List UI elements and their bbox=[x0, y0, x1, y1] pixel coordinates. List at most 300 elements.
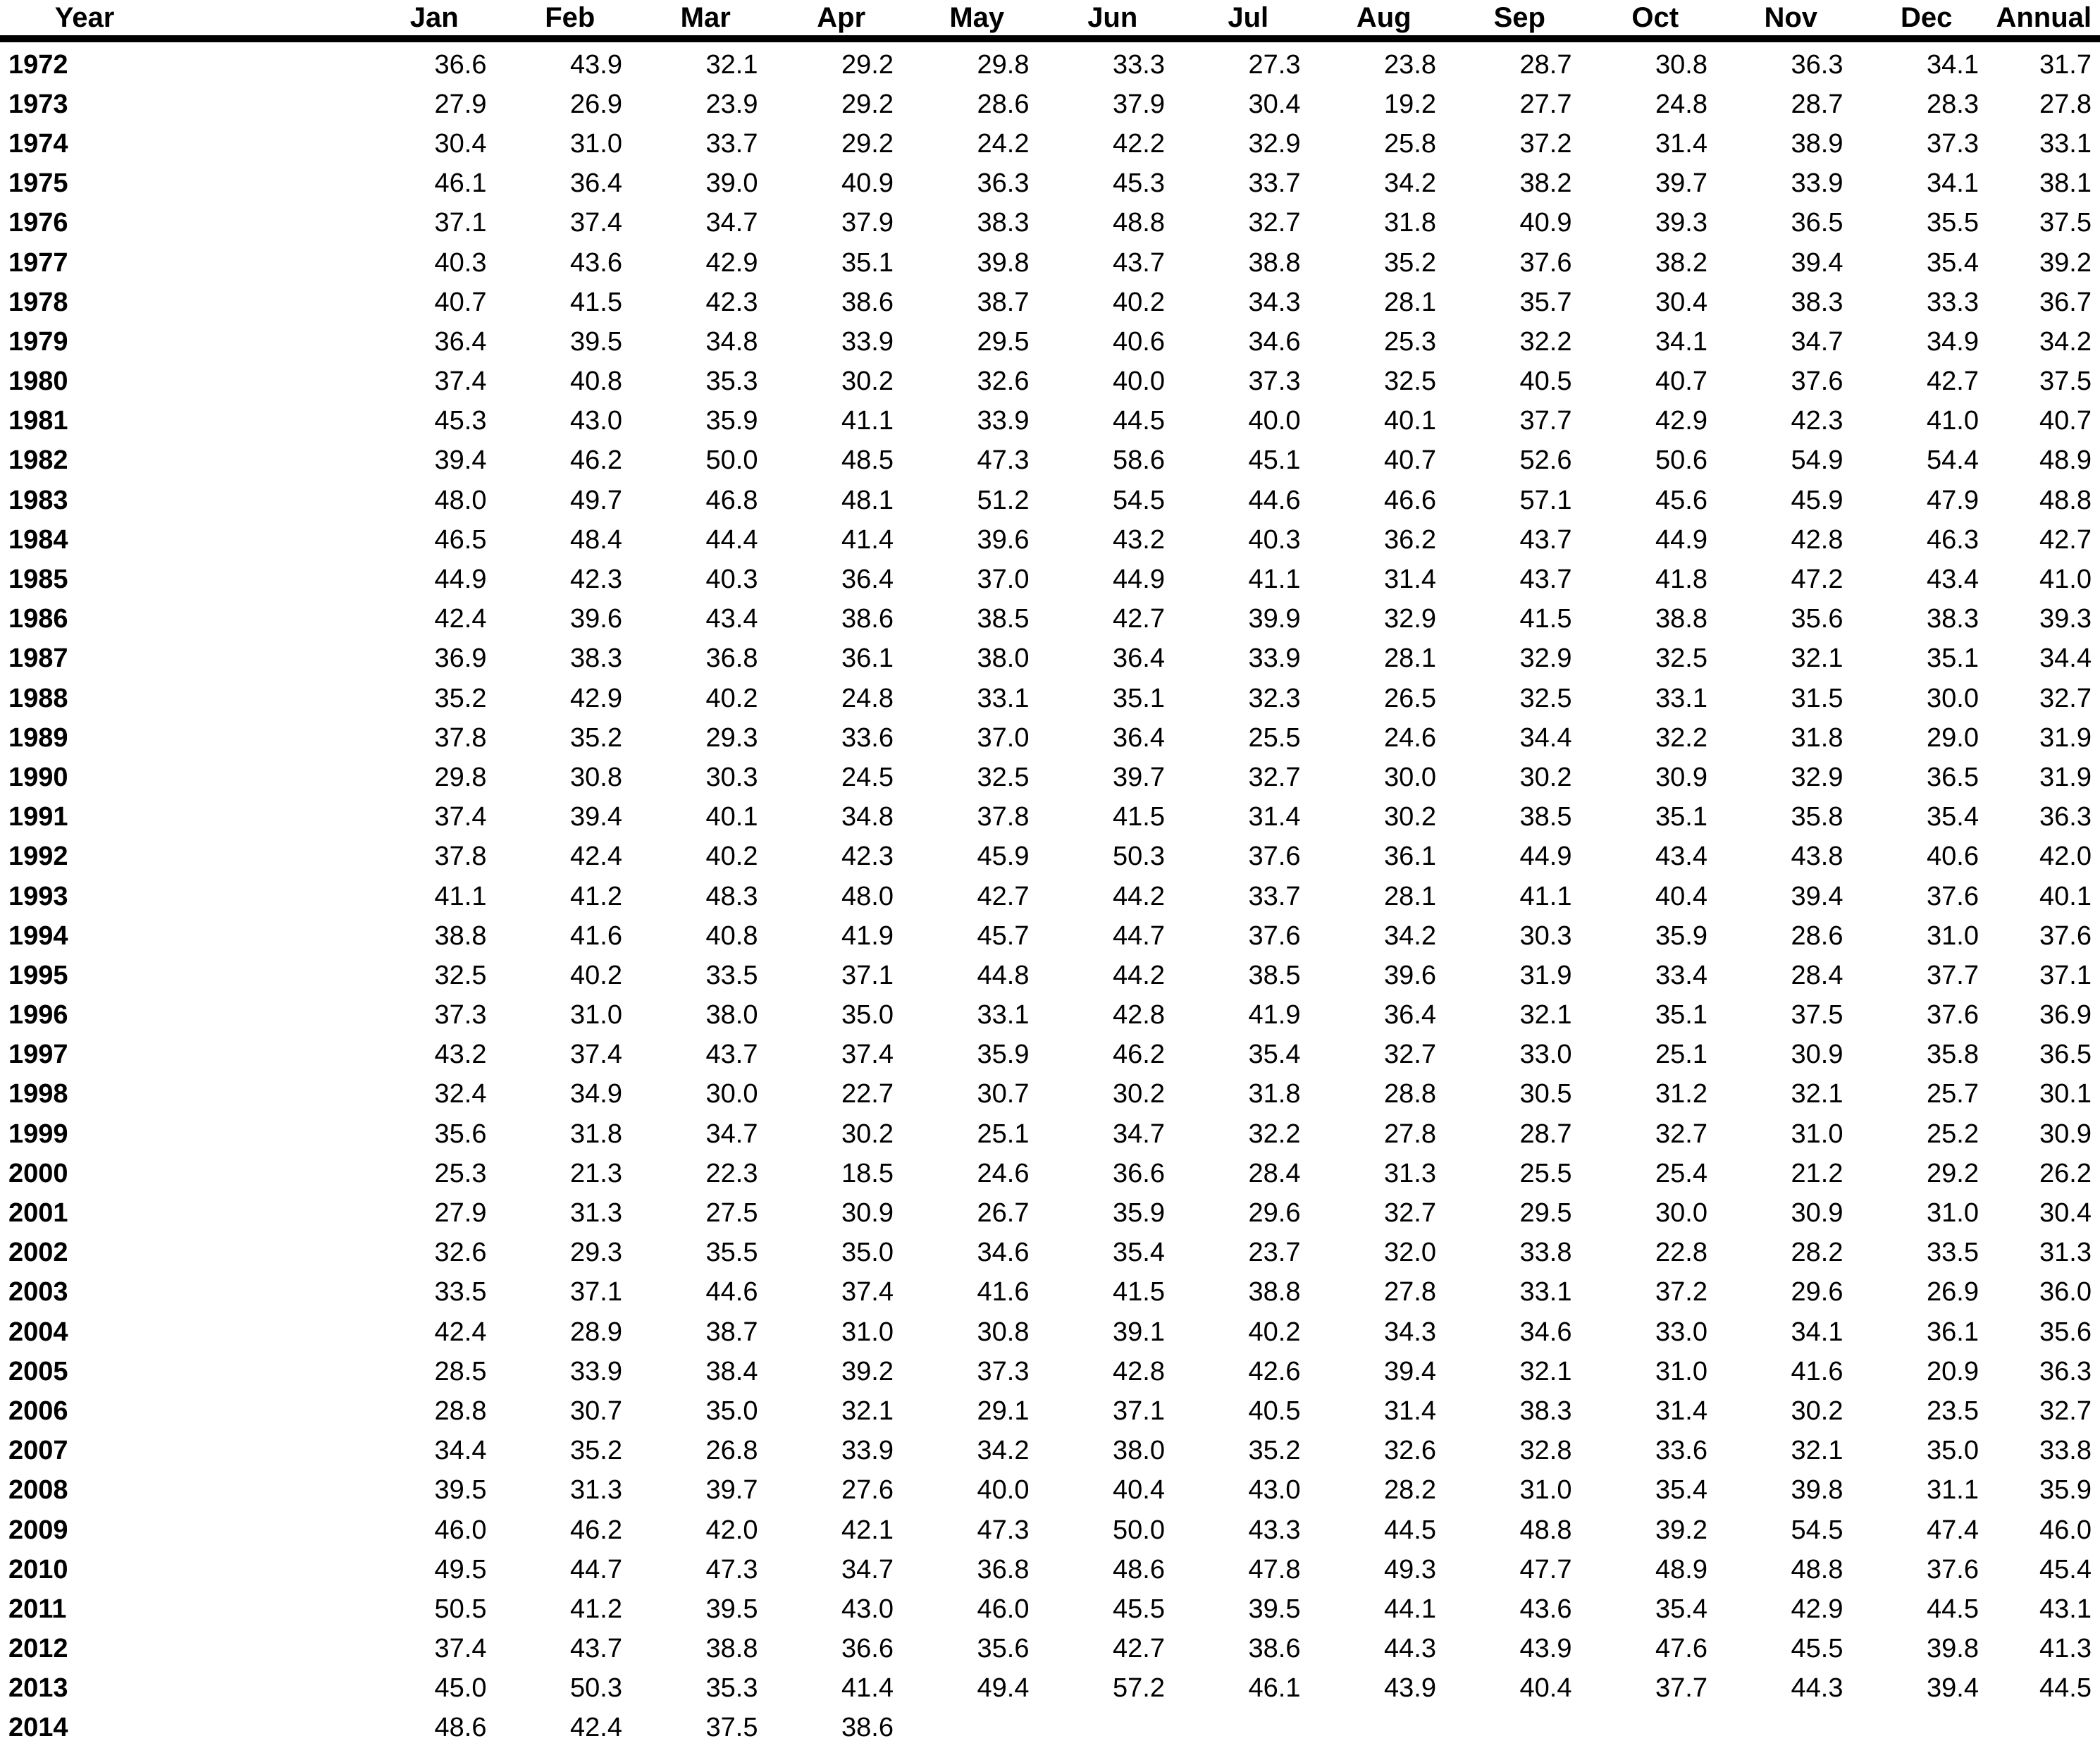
year-cell: 2014 bbox=[8, 1713, 68, 1743]
year-cell: 1975 bbox=[8, 168, 68, 199]
month-cell-sep: 30.2 bbox=[1519, 762, 1572, 792]
table-row bbox=[0, 520, 2100, 560]
month-cell-sep: 47.7 bbox=[1519, 1554, 1572, 1584]
month-cell-mar: 46.8 bbox=[705, 485, 758, 515]
month-cell-jul: 40.3 bbox=[1248, 524, 1301, 555]
month-cell-aug: 30.0 bbox=[1384, 762, 1436, 792]
month-cell-jul: 33.7 bbox=[1248, 168, 1301, 199]
month-cell-mar: 35.3 bbox=[705, 1673, 758, 1704]
month-cell-mar: 39.5 bbox=[705, 1594, 758, 1624]
month-cell-dec: 36.5 bbox=[1927, 762, 1979, 792]
month-cell-jul: 38.6 bbox=[1248, 1634, 1301, 1664]
month-cell-nov: 32.9 bbox=[1791, 762, 1843, 792]
month-cell-feb: 37.4 bbox=[570, 1040, 622, 1070]
month-cell-jun: 43.2 bbox=[1113, 524, 1165, 555]
month-cell-aug: 44.1 bbox=[1384, 1594, 1436, 1624]
month-cell-jul: 32.2 bbox=[1248, 1119, 1301, 1149]
annual-cell: 30.1 bbox=[2039, 1079, 2092, 1109]
month-cell-jun: 37.9 bbox=[1113, 89, 1165, 119]
month-cell-dec: 34.1 bbox=[1927, 49, 1979, 80]
year-cell: 2004 bbox=[8, 1317, 68, 1347]
month-cell-jun: 35.1 bbox=[1113, 683, 1165, 713]
month-cell-nov: 42.9 bbox=[1791, 1594, 1843, 1624]
month-cell-mar: 35.0 bbox=[705, 1396, 758, 1426]
month-cell-jan: 40.7 bbox=[434, 287, 487, 317]
annual-cell: 32.7 bbox=[2039, 1396, 2092, 1426]
month-cell-mar: 36.8 bbox=[705, 644, 758, 674]
table-row bbox=[0, 1630, 2100, 1669]
month-cell-oct: 35.4 bbox=[1655, 1594, 1707, 1624]
month-cell-mar: 38.8 bbox=[705, 1634, 758, 1664]
month-cell-feb: 44.7 bbox=[570, 1554, 622, 1584]
month-cell-apr: 36.6 bbox=[841, 1634, 894, 1664]
month-cell-sep: 35.7 bbox=[1519, 287, 1572, 317]
month-cell-apr: 32.1 bbox=[841, 1396, 894, 1426]
column-header-oct: Oct bbox=[1588, 0, 1724, 39]
year-cell: 1999 bbox=[8, 1119, 68, 1149]
month-cell-jan: 25.3 bbox=[434, 1158, 487, 1188]
table-row bbox=[0, 837, 2100, 877]
month-cell-jul: 34.6 bbox=[1248, 326, 1301, 357]
month-cell-feb: 40.2 bbox=[570, 960, 622, 990]
annual-cell: 30.4 bbox=[2039, 1198, 2092, 1229]
month-cell-may: 28.6 bbox=[977, 89, 1030, 119]
month-cell-feb: 49.7 bbox=[570, 485, 622, 515]
column-header-jun: Jun bbox=[1045, 0, 1181, 39]
month-cell-nov: 31.8 bbox=[1791, 722, 1843, 753]
month-cell-dec: 25.7 bbox=[1927, 1079, 1979, 1109]
month-cell-sep: 37.6 bbox=[1519, 247, 1572, 278]
month-cell-jan: 37.4 bbox=[434, 1634, 487, 1664]
month-cell-oct: 32.2 bbox=[1655, 722, 1707, 753]
table-row bbox=[0, 441, 2100, 481]
month-cell-sep: 32.8 bbox=[1519, 1436, 1572, 1466]
month-cell-jun: 37.1 bbox=[1113, 1396, 1165, 1426]
column-header-annual: Annual bbox=[1994, 0, 2100, 39]
month-cell-apr: 34.7 bbox=[841, 1554, 894, 1584]
month-cell-nov: 36.5 bbox=[1791, 208, 1843, 238]
month-cell-jul: 43.3 bbox=[1248, 1515, 1301, 1545]
column-header-jul: Jul bbox=[1180, 0, 1316, 39]
month-cell-oct: 34.1 bbox=[1655, 326, 1707, 357]
month-cell-may: 33.9 bbox=[977, 406, 1030, 436]
year-cell: 1996 bbox=[8, 1000, 68, 1030]
month-cell-may: 42.7 bbox=[977, 881, 1030, 911]
month-cell-may: 30.7 bbox=[977, 1079, 1030, 1109]
month-cell-feb: 43.9 bbox=[570, 49, 622, 80]
month-cell-sep: 29.5 bbox=[1519, 1198, 1572, 1229]
month-cell-aug: 44.3 bbox=[1384, 1634, 1436, 1664]
month-cell-aug: 43.9 bbox=[1384, 1673, 1436, 1704]
month-cell-oct: 22.8 bbox=[1655, 1238, 1707, 1268]
month-cell-jan: 49.5 bbox=[434, 1554, 487, 1584]
annual-cell: 41.3 bbox=[2039, 1634, 2092, 1664]
annual-cell: 36.9 bbox=[2039, 1000, 2092, 1030]
month-cell-may: 47.3 bbox=[977, 1515, 1030, 1545]
month-cell-mar: 33.5 bbox=[705, 960, 758, 990]
year-cell: 1993 bbox=[8, 881, 68, 911]
month-cell-may: 38.3 bbox=[977, 208, 1030, 238]
month-cell-aug: 32.7 bbox=[1384, 1040, 1436, 1070]
month-cell-jan: 48.6 bbox=[434, 1713, 487, 1743]
month-cell-jul: 42.6 bbox=[1248, 1356, 1301, 1386]
month-cell-mar: 43.7 bbox=[705, 1040, 758, 1070]
month-cell-aug bbox=[1316, 1709, 1452, 1748]
table-body bbox=[0, 39, 2100, 1748]
table-row bbox=[0, 1352, 2100, 1391]
month-cell-apr: 35.0 bbox=[841, 1238, 894, 1268]
month-cell-jan: 45.0 bbox=[434, 1673, 487, 1704]
month-cell-feb: 42.4 bbox=[570, 1713, 622, 1743]
month-cell-aug: 31.3 bbox=[1384, 1158, 1436, 1188]
annual-cell: 37.1 bbox=[2039, 960, 2092, 990]
month-cell-feb: 37.4 bbox=[570, 208, 622, 238]
month-cell-feb: 39.4 bbox=[570, 802, 622, 832]
month-cell-jan: 50.5 bbox=[434, 1594, 487, 1624]
month-cell-dec: 40.6 bbox=[1927, 842, 1979, 872]
month-cell-mar: 32.1 bbox=[705, 49, 758, 80]
month-cell-nov: 32.1 bbox=[1791, 644, 1843, 674]
year-cell: 1983 bbox=[8, 485, 68, 515]
month-cell-nov: 38.9 bbox=[1791, 128, 1843, 159]
month-cell-dec: 31.1 bbox=[1927, 1475, 1979, 1506]
year-cell: 2002 bbox=[8, 1238, 68, 1268]
month-cell-apr: 33.6 bbox=[841, 722, 894, 753]
month-cell-feb: 33.9 bbox=[570, 1356, 622, 1386]
table-row bbox=[0, 996, 2100, 1035]
year-cell: 2012 bbox=[8, 1634, 68, 1664]
month-cell-dec: 46.3 bbox=[1927, 524, 1979, 555]
annual-cell bbox=[1994, 1709, 2100, 1748]
month-cell-apr: 41.1 bbox=[841, 406, 894, 436]
month-cell-feb: 41.6 bbox=[570, 921, 622, 951]
annual-cell: 40.1 bbox=[2039, 881, 2092, 911]
month-cell-oct: 41.8 bbox=[1655, 565, 1707, 595]
month-cell-jan: 36.6 bbox=[434, 49, 487, 80]
month-cell-jan: 39.4 bbox=[434, 445, 487, 476]
month-cell-jan: 35.6 bbox=[434, 1119, 487, 1149]
month-cell-mar: 42.9 bbox=[705, 247, 758, 278]
month-cell-jul: 32.9 bbox=[1248, 128, 1301, 159]
month-cell-may: 45.9 bbox=[977, 842, 1030, 872]
month-cell-nov: 31.0 bbox=[1791, 1119, 1843, 1149]
month-cell-apr: 33.9 bbox=[841, 326, 894, 357]
table-row bbox=[0, 362, 2100, 402]
month-cell-jun: 42.2 bbox=[1113, 128, 1165, 159]
month-cell-dec: 42.7 bbox=[1927, 367, 1979, 397]
month-cell-nov: 28.2 bbox=[1791, 1238, 1843, 1268]
table-row bbox=[0, 718, 2100, 758]
month-cell-jun: 41.5 bbox=[1113, 1277, 1165, 1307]
annual-cell: 27.8 bbox=[2039, 89, 2092, 119]
year-cell: 1972 bbox=[8, 49, 68, 80]
month-cell-jan: 46.1 bbox=[434, 168, 487, 199]
month-cell-nov: 31.5 bbox=[1791, 683, 1843, 713]
year-cell: 1998 bbox=[8, 1079, 68, 1109]
month-cell-mar: 40.8 bbox=[705, 921, 758, 951]
month-cell-nov: 37.6 bbox=[1791, 367, 1843, 397]
month-cell-dec: 54.4 bbox=[1927, 445, 1979, 476]
month-cell-mar: 26.8 bbox=[705, 1436, 758, 1466]
month-cell-may: 51.2 bbox=[977, 485, 1030, 515]
month-cell-jul: 38.5 bbox=[1248, 960, 1301, 990]
column-header-may: May bbox=[909, 0, 1045, 39]
month-cell-jun: 36.6 bbox=[1113, 1158, 1165, 1188]
month-cell-may: 39.8 bbox=[977, 247, 1030, 278]
month-cell-nov: 54.9 bbox=[1791, 445, 1843, 476]
month-cell-aug: 28.8 bbox=[1384, 1079, 1436, 1109]
year-cell: 1982 bbox=[8, 445, 68, 476]
annual-cell: 33.8 bbox=[2039, 1436, 2092, 1466]
month-cell-apr: 30.2 bbox=[841, 367, 894, 397]
month-cell-dec: 29.2 bbox=[1927, 1158, 1979, 1188]
annual-cell: 48.8 bbox=[2039, 485, 2092, 515]
table-row bbox=[0, 1391, 2100, 1431]
month-cell-jan: 37.3 bbox=[434, 1000, 487, 1030]
month-cell-jun: 44.2 bbox=[1113, 881, 1165, 911]
month-cell-aug: 39.6 bbox=[1384, 960, 1436, 990]
month-cell-oct: 33.0 bbox=[1655, 1317, 1707, 1347]
month-cell-mar: 44.6 bbox=[705, 1277, 758, 1307]
month-cell-sep bbox=[1452, 1709, 1588, 1748]
month-cell-may: 34.6 bbox=[977, 1238, 1030, 1268]
month-cell-apr: 24.5 bbox=[841, 762, 894, 792]
month-cell-feb: 38.3 bbox=[570, 644, 622, 674]
month-cell-apr: 33.9 bbox=[841, 1436, 894, 1466]
month-cell-nov: 43.8 bbox=[1791, 842, 1843, 872]
month-cell-oct: 40.7 bbox=[1655, 367, 1707, 397]
annual-cell: 36.7 bbox=[2039, 287, 2092, 317]
month-cell-oct: 47.6 bbox=[1655, 1634, 1707, 1664]
month-cell-oct: 42.9 bbox=[1655, 406, 1707, 436]
month-cell-oct: 35.1 bbox=[1655, 1000, 1707, 1030]
month-cell-nov: 29.6 bbox=[1791, 1277, 1843, 1307]
annual-cell: 46.0 bbox=[2039, 1515, 2092, 1545]
month-cell-nov: 42.8 bbox=[1791, 524, 1843, 555]
month-cell-mar: 47.3 bbox=[705, 1554, 758, 1584]
month-cell-dec: 37.3 bbox=[1927, 128, 1979, 159]
month-cell-sep: 31.0 bbox=[1519, 1475, 1572, 1506]
month-cell-jul: 35.2 bbox=[1248, 1436, 1301, 1466]
month-cell-feb: 30.7 bbox=[570, 1396, 622, 1426]
month-cell-jun: 35.4 bbox=[1113, 1238, 1165, 1268]
month-cell-aug: 32.6 bbox=[1384, 1436, 1436, 1466]
year-cell: 1976 bbox=[8, 208, 68, 238]
month-cell-may: 45.7 bbox=[977, 921, 1030, 951]
month-cell-apr: 22.7 bbox=[841, 1079, 894, 1109]
month-cell-mar: 35.5 bbox=[705, 1238, 758, 1268]
month-cell-oct: 43.4 bbox=[1655, 842, 1707, 872]
year-cell: 2010 bbox=[8, 1554, 68, 1584]
year-cell: 1978 bbox=[8, 287, 68, 317]
month-cell-aug: 36.2 bbox=[1384, 524, 1436, 555]
month-cell-dec: 34.1 bbox=[1927, 168, 1979, 199]
month-cell-mar: 38.7 bbox=[705, 1317, 758, 1347]
month-cell-may: 37.0 bbox=[977, 722, 1030, 753]
month-cell-apr: 34.8 bbox=[841, 802, 894, 832]
year-cell: 2008 bbox=[8, 1475, 68, 1506]
month-cell-nov: 30.9 bbox=[1791, 1040, 1843, 1070]
year-cell: 2011 bbox=[8, 1594, 67, 1624]
month-cell-mar: 33.7 bbox=[705, 128, 758, 159]
table-row bbox=[0, 85, 2100, 124]
month-cell-nov: 54.5 bbox=[1791, 1515, 1843, 1545]
month-cell-oct: 35.9 bbox=[1655, 921, 1707, 951]
month-cell-feb: 41.5 bbox=[570, 287, 622, 317]
month-cell-jun: 38.0 bbox=[1113, 1436, 1165, 1466]
month-cell-jul: 32.7 bbox=[1248, 208, 1301, 238]
month-cell-aug: 34.2 bbox=[1384, 168, 1436, 199]
month-cell-jun: 41.5 bbox=[1113, 802, 1165, 832]
month-cell-may: 24.2 bbox=[977, 128, 1030, 159]
month-cell-feb: 50.3 bbox=[570, 1673, 622, 1704]
month-cell-feb: 42.9 bbox=[570, 683, 622, 713]
month-cell-aug: 32.5 bbox=[1384, 367, 1436, 397]
month-cell-jul: 35.4 bbox=[1248, 1040, 1301, 1070]
month-cell-nov: 42.3 bbox=[1791, 406, 1843, 436]
table-row bbox=[0, 1312, 2100, 1352]
month-cell-oct: 33.1 bbox=[1655, 683, 1707, 713]
month-cell-apr: 27.6 bbox=[841, 1475, 894, 1506]
table-row bbox=[0, 758, 2100, 797]
annual-cell: 32.7 bbox=[2039, 683, 2092, 713]
month-cell-nov: 33.9 bbox=[1791, 168, 1843, 199]
month-cell-jul: 37.3 bbox=[1248, 367, 1301, 397]
month-cell-jan: 37.4 bbox=[434, 802, 487, 832]
month-cell-sep: 27.7 bbox=[1519, 89, 1572, 119]
month-cell-apr: 29.2 bbox=[841, 89, 894, 119]
month-cell-jul: 31.8 bbox=[1248, 1079, 1301, 1109]
annual-cell: 26.2 bbox=[2039, 1158, 2092, 1188]
month-cell-feb: 37.1 bbox=[570, 1277, 622, 1307]
month-cell-jun: 44.9 bbox=[1113, 565, 1165, 595]
month-cell-nov: 47.2 bbox=[1791, 565, 1843, 595]
month-cell-sep: 38.2 bbox=[1519, 168, 1572, 199]
month-cell-apr: 48.5 bbox=[841, 445, 894, 476]
month-cell-dec: 28.3 bbox=[1927, 89, 1979, 119]
month-cell-feb: 21.3 bbox=[570, 1158, 622, 1188]
month-cell-jun: 58.6 bbox=[1113, 445, 1165, 476]
month-cell-jan: 36.4 bbox=[434, 326, 487, 357]
month-cell-may: 32.5 bbox=[977, 762, 1030, 792]
month-cell-feb: 42.4 bbox=[570, 842, 622, 872]
month-cell-oct: 32.5 bbox=[1655, 644, 1707, 674]
month-cell-feb: 39.5 bbox=[570, 326, 622, 357]
month-cell-oct: 30.8 bbox=[1655, 49, 1707, 80]
table-row bbox=[0, 1510, 2100, 1550]
month-cell-jan: 37.8 bbox=[434, 842, 487, 872]
table-row bbox=[0, 1669, 2100, 1709]
month-cell-nov: 21.2 bbox=[1791, 1158, 1843, 1188]
month-cell-jan: 42.4 bbox=[434, 604, 487, 634]
month-cell-jun: 48.8 bbox=[1113, 208, 1165, 238]
month-cell-feb: 42.3 bbox=[570, 565, 622, 595]
month-cell-aug: 40.7 bbox=[1384, 445, 1436, 476]
month-cell-feb: 39.6 bbox=[570, 604, 622, 634]
month-cell-jan: 38.8 bbox=[434, 921, 487, 951]
month-cell-aug: 32.0 bbox=[1384, 1238, 1436, 1268]
month-cell-sep: 32.1 bbox=[1519, 1000, 1572, 1030]
month-cell-jan: 46.0 bbox=[434, 1515, 487, 1545]
year-cell: 1979 bbox=[8, 326, 68, 357]
year-cell: 2005 bbox=[8, 1356, 68, 1386]
year-cell: 2001 bbox=[8, 1198, 68, 1229]
month-cell-aug: 32.9 bbox=[1384, 604, 1436, 634]
month-cell-jun: 42.7 bbox=[1113, 1634, 1165, 1664]
month-cell-jan: 43.2 bbox=[434, 1040, 487, 1070]
month-cell-jun: 42.7 bbox=[1113, 604, 1165, 634]
month-cell-feb: 26.9 bbox=[570, 89, 622, 119]
month-cell-jul: 40.2 bbox=[1248, 1317, 1301, 1347]
month-cell-aug: 28.1 bbox=[1384, 287, 1436, 317]
month-cell-feb: 43.6 bbox=[570, 247, 622, 278]
month-cell-apr: 36.1 bbox=[841, 644, 894, 674]
month-cell-apr: 41.9 bbox=[841, 921, 894, 951]
month-cell-aug: 25.8 bbox=[1384, 128, 1436, 159]
table-row bbox=[0, 1233, 2100, 1273]
month-cell-dec: 39.8 bbox=[1927, 1634, 1979, 1664]
month-cell-jul: 40.0 bbox=[1248, 406, 1301, 436]
month-cell-jan: 28.8 bbox=[434, 1396, 487, 1426]
month-cell-oct: 40.4 bbox=[1655, 881, 1707, 911]
month-cell-oct: 31.2 bbox=[1655, 1079, 1707, 1109]
table-row bbox=[0, 1114, 2100, 1154]
month-cell-sep: 28.7 bbox=[1519, 1119, 1572, 1149]
annual-cell: 38.1 bbox=[2039, 168, 2092, 199]
month-cell-apr: 29.2 bbox=[841, 128, 894, 159]
month-cell-aug: 36.1 bbox=[1384, 842, 1436, 872]
annual-cell: 48.9 bbox=[2039, 445, 2092, 476]
month-cell-may: 33.1 bbox=[977, 683, 1030, 713]
month-cell-mar: 30.3 bbox=[705, 762, 758, 792]
month-cell-aug: 31.4 bbox=[1384, 565, 1436, 595]
month-cell-sep: 48.8 bbox=[1519, 1515, 1572, 1545]
month-cell-aug: 23.8 bbox=[1384, 49, 1436, 80]
month-cell-nov: 39.4 bbox=[1791, 247, 1843, 278]
month-cell-oct: 30.0 bbox=[1655, 1198, 1707, 1229]
month-cell-may: 46.0 bbox=[977, 1594, 1030, 1624]
month-cell-sep: 32.2 bbox=[1519, 326, 1572, 357]
month-cell-may: 38.0 bbox=[977, 644, 1030, 674]
month-cell-jun: 34.7 bbox=[1113, 1119, 1165, 1149]
column-header-feb: Feb bbox=[502, 0, 638, 39]
month-cell-dec: 31.0 bbox=[1927, 921, 1979, 951]
month-cell-oct: 48.9 bbox=[1655, 1554, 1707, 1584]
month-cell-sep: 43.7 bbox=[1519, 565, 1572, 595]
month-cell-nov: 39.4 bbox=[1791, 881, 1843, 911]
month-cell-jul: 38.8 bbox=[1248, 1277, 1301, 1307]
month-cell-apr: 42.3 bbox=[841, 842, 894, 872]
table-row bbox=[0, 877, 2100, 916]
month-cell-aug: 34.3 bbox=[1384, 1317, 1436, 1347]
month-cell-jun: 42.8 bbox=[1113, 1356, 1165, 1386]
month-cell-apr: 40.9 bbox=[841, 168, 894, 199]
month-cell-jan: 48.0 bbox=[434, 485, 487, 515]
month-cell-sep: 41.1 bbox=[1519, 881, 1572, 911]
month-cell-apr: 35.0 bbox=[841, 1000, 894, 1030]
year-cell: 1980 bbox=[8, 367, 68, 397]
month-cell-mar: 48.3 bbox=[705, 881, 758, 911]
month-cell-feb: 30.8 bbox=[570, 762, 622, 792]
month-cell-may: 40.0 bbox=[977, 1475, 1030, 1506]
year-cell: 1973 bbox=[8, 89, 68, 119]
month-cell-aug: 30.2 bbox=[1384, 802, 1436, 832]
month-cell-sep: 32.9 bbox=[1519, 644, 1572, 674]
column-header-aug: Aug bbox=[1316, 0, 1452, 39]
column-header-jan: Jan bbox=[366, 0, 502, 39]
month-cell-aug: 27.8 bbox=[1384, 1277, 1436, 1307]
month-cell-sep: 40.5 bbox=[1519, 367, 1572, 397]
